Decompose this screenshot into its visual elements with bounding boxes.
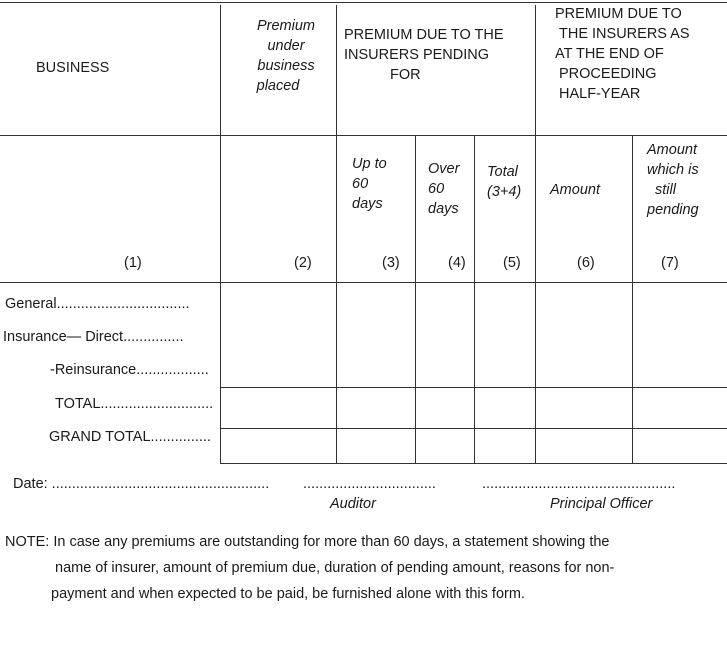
header-up-to-60-1: Up to — [352, 156, 387, 172]
note-line-1: NOTE: In case any premiums are outstanding for more than 60 days, a statement showing the — [5, 534, 610, 550]
col-number-4: (4) — [448, 255, 466, 271]
auditor-label: Auditor — [330, 496, 376, 512]
table-bottom-line — [220, 463, 727, 464]
header-up-to-60-2: 60 — [352, 176, 369, 192]
header-amount-pending-3: still — [655, 182, 676, 198]
header-total-34-2: (3+4) — [487, 184, 522, 200]
header-premium-due-1: PREMIUM DUE TO THE — [344, 27, 504, 43]
date-field: Date: ...................................................... — [13, 476, 270, 492]
row-general: General................................. — [5, 296, 190, 312]
col-line-4 — [474, 135, 475, 463]
header-amount-pending-1: Amount — [647, 142, 697, 158]
body-divider — [0, 282, 727, 283]
col-number-3: (3) — [382, 255, 400, 271]
officer-signature-line: ................................................ — [482, 476, 676, 492]
col-number-6: (6) — [577, 255, 595, 271]
header-premium-placed-4: placed — [256, 78, 300, 94]
header-up-to-60-3: days — [352, 196, 383, 212]
row-total: TOTAL............................ — [55, 396, 214, 412]
header-premium-due-2: INSURERS PENDING — [344, 47, 490, 63]
row-insurance-direct: Insurance— Direct............... — [3, 329, 184, 345]
header-premium-end-5: HALF-YEAR — [559, 86, 641, 102]
header-total-34-1: Total — [487, 164, 518, 180]
header-premium-end-4: PROCEEDING — [559, 66, 657, 82]
col-line-6 — [632, 135, 633, 463]
principal-officer-label: Principal Officer — [550, 496, 653, 512]
header-business: BUSINESS — [36, 60, 110, 76]
header-premium-end-1: PREMIUM DUE TO — [555, 6, 682, 22]
header-over-60-2: 60 — [428, 181, 445, 197]
col-number-2: (2) — [294, 255, 312, 271]
header-over-60-3: days — [428, 201, 459, 217]
note-line-3: payment and when expected to be paid, be furnished alone with this form. — [51, 586, 525, 602]
row-reinsurance: -Reinsurance.................. — [50, 362, 209, 378]
auditor-signature-line: ................................. — [303, 476, 436, 492]
header-premium-placed-1: Premium — [256, 18, 315, 34]
header-premium-placed-3: business — [257, 58, 315, 74]
header-premium-end-3: AT THE END OF — [555, 46, 664, 62]
col-number-1: (1) — [124, 255, 142, 271]
note-line-2: name of insurer, amount of premium due, duration of pending amount, reasons for non- — [55, 560, 615, 576]
header-amount-pending-4: pending — [647, 202, 699, 218]
col-line-2 — [336, 5, 337, 463]
header-amount-pending-2: which is — [647, 162, 699, 178]
header-divider — [0, 135, 727, 136]
col-line-3 — [415, 135, 416, 463]
col-line-1 — [220, 5, 221, 463]
header-amount: Amount — [550, 182, 600, 198]
header-premium-end-2: THE INSURERS AS — [559, 26, 690, 42]
col-number-7: (7) — [661, 255, 679, 271]
header-premium-due-3: FOR — [390, 67, 421, 83]
col-line-5 — [535, 5, 536, 463]
col-number-5: (5) — [503, 255, 521, 271]
header-premium-placed-2: under — [267, 38, 305, 54]
header-over-60-1: Over — [428, 161, 460, 177]
row-grand-total: GRAND TOTAL............... — [49, 429, 211, 445]
top-border — [0, 2, 727, 3]
